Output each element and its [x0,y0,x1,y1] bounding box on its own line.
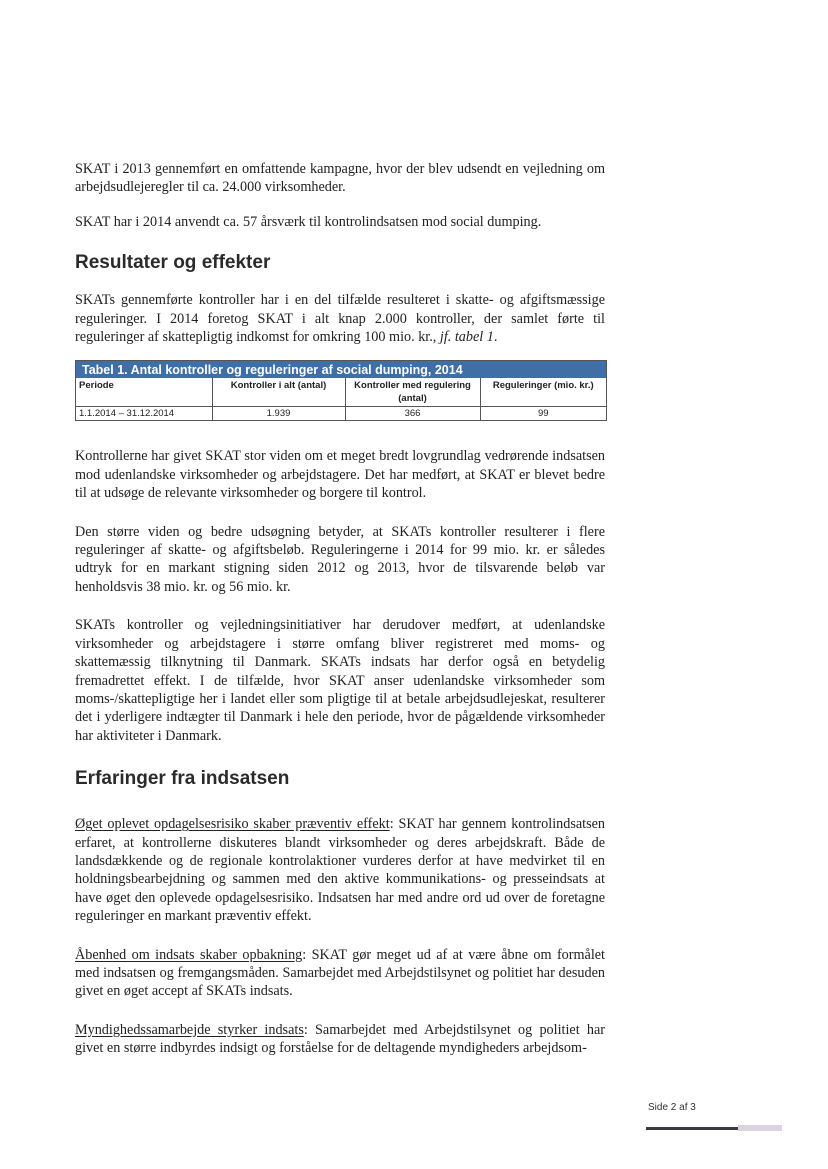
section-heading-experiences: Erfaringer fra indsatsen [75,768,290,790]
table-header-controls-total: Kontroller i alt (antal) [212,378,345,407]
table-reference: jf. tabel 1 [439,329,494,346]
paragraph-openness [75,946,605,1001]
table-1 [75,360,607,421]
lead-preventive-effect: Øget oplevet opdagelsesrisiko skaber præventiv effekt [75,816,390,833]
page-content [75,160,605,1058]
footer-bar [646,1127,738,1130]
table-cell-regulations-amount: 99 [537,408,549,420]
table-header-regulations-amount: Reguleringer (mio. kr.) [480,378,606,407]
footer-bar-accent [738,1125,782,1131]
lead-openness: Åbenhed om indsats skaber opbakning [75,946,303,963]
table-1-title: Tabel 1. Antal kontroller og reguleringer af social dumping, 2014 [76,361,606,378]
section-heading-results: Resultater og effekter [75,252,271,274]
paragraph-increase: Den større viden og bedre udsøgning betyder, at SKATs kontroller resulterer i flere reguleringer af skatte- og afgiftsbeløb. Reguleringerne i 2014 for 99 mio. kr. er således udtryk for en markant stigning siden 2012 og 2013, hvor de tilsvarende beløb var henholdsvis 38 mio. kr. og 56 mio. kr. [75,523,605,595]
table-1-grid [76,378,606,420]
table-header-controls-regulated: Kontroller med regulering (antal) [345,378,480,407]
lead-cooperation: Myndighedssamarbejde styrker indsats [75,1021,304,1038]
paragraph-future-effect: SKATs kontroller og vejledningsinitiativer har derudover medført, at udenlandske virksomheder og arbejdstagere i større omfang bliver registreret med moms- og skattemæssig tilknytning til Danmark. SKATs indsats har derfor også en betydelig fremadrettet effekt. I de tilfælde, hvor SKAT anser udenlandske virksomheder som moms-/skattepligtige her i landet eller som pligtige til at betale arbejdsudlejeskat, resulterer det i yderligere indtægter til Danmark i hele den periode, hvor de pågældende virksomheder har aktiviteter i Danmark. [75,617,605,744]
table-cell-controls-regulated: 366 [345,407,480,421]
page-number: Side 2 af 3 [648,1102,696,1113]
table-header-row [76,378,606,407]
results-intro-text: SKATs gennemførte kontroller har i en del tilfælde resulteret i skatte- og afgiftsmæssige reguleringer. I 2014 foretog SKAT i alt knap 2.000 kontroller, der samlet førte til reguleringer af skattepligtig indkomst for omkring 100 mio. kr., [75,292,605,346]
text-preventive-effect: : SKAT har gennem kontrolindsatsen erfaret, at kontrollerne diskuteres blandt virksomheder og deres arbejdskraft. Både de landsdækkende og de regionale kontrolaktioner vurderes derfor at have medvirket til en holdningsbearbejdning og sammen med den aktive kommunikations- og presseindsats at have øget den oplevede opdagelsesrisiko. Indsatsen har med andre ord ud over de foretagne reguleringer en markant præventiv effekt. [75,816,605,925]
table-row [76,407,606,421]
paragraph-results-intro [75,291,605,346]
text-openness: : SKAT gør meget ud af at være åbne om formålet med indsatsen og fremgangsmåden. Samarbejdet med Arbejdstilsynet og politiet har desuden givet en øget accept af SKATs indsats. [75,946,605,1000]
text-cooperation: : Samarbejdet med Arbejdstilsynet og politiet har givet en større indbyrdes indsigt og forståelse for de deltagende myndigheders arbejdsom- [75,1021,606,1057]
table-cell-period: 1.1.2014 – 31.12.2014 [76,407,212,421]
paragraph-knowledge: Kontrollerne har givet SKAT stor viden om et meget bredt lovgrundlag vedrørende indsatsen mod udenlandske virksomheder og arbejdstagere. Det har medført, at SKAT er blevet bedre til at udsøge de relevante virksomheder og borgere til kontrol. [75,448,605,502]
paragraph-campaign: SKAT i 2013 gennemført en omfattende kampagne, hvor der blev udsendt en vejledning om arbejdsudlejeregler til ca. 24.000 virksomheder. [75,161,605,196]
paragraph-staff-years: SKAT har i 2014 anvendt ca. 57 årsværk til kontrolindsatsen mod social dumping. [75,213,542,230]
table-cell-controls-total: 1.939 [212,407,345,421]
paragraph-cooperation [75,1021,605,1058]
paragraph-preventive-effect [75,815,605,925]
results-intro-end: . [493,329,498,346]
table-header-period: Periode [76,378,212,407]
